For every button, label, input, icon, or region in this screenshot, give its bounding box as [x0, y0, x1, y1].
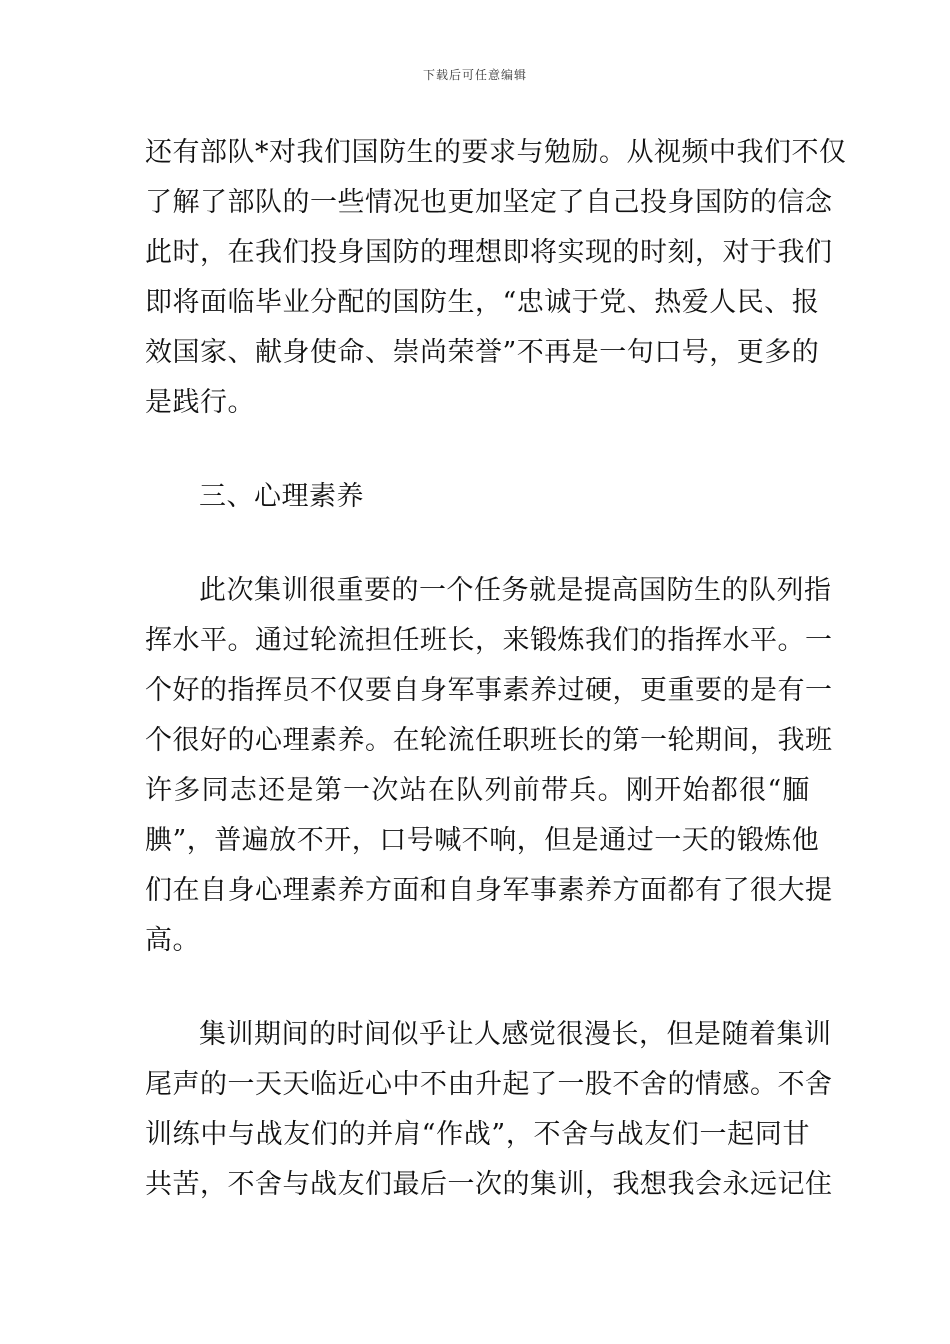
spacer — [145, 428, 810, 472]
text-line: 们在自身心理素养方面和自身军事素养方面都有了很大提 — [145, 875, 833, 906]
text-line: 了解了部队的一些情况也更加坚定了自己投身国防的信念 — [145, 187, 833, 218]
page-header: 下载后可任意编辑 — [422, 68, 527, 82]
text-line: 许多同志还是第一次站在队列前带兵。刚开始都很“腼 — [145, 775, 810, 806]
document-body — [145, 128, 847, 1210]
paragraph-farewell — [145, 1010, 833, 1210]
spacer — [145, 966, 810, 1010]
section-heading-psychology — [145, 472, 810, 522]
text-line: 共苦，不舍与战友们最后一次的集训，我想我会永远记住 — [145, 1169, 833, 1200]
text-line: 集训期间的时间似乎让人感觉很漫长，但是随着集训 — [199, 1019, 832, 1050]
text-line: 此时，在我们投身国防的理想即将实现的时刻，对于我们 — [145, 237, 833, 268]
text-line: 效国家、献身使命、崇尚荣誉”不再是一句口号，更多的 — [145, 337, 820, 368]
text-line: 尾声的一天天临近心中不由升起了一股不舍的情感。不舍 — [145, 1069, 833, 1100]
text-line: 是践行。 — [145, 387, 255, 418]
text-line: 高。 — [145, 925, 200, 956]
paragraph-command-training — [145, 566, 833, 966]
text-line: 个好的指挥员不仅要自身军事素养过硬，更重要的是有一 — [145, 675, 833, 706]
text-line: 还有部队*对我们国防生的要求与勉励。从视频中我们不仅 — [145, 137, 847, 168]
text-line: 个很好的心理素养。在轮流任职班长的第一轮期间，我班 — [145, 725, 833, 756]
text-line: 训练中与战友们的并肩“作战”，不舍与战友们一起同甘 — [145, 1119, 810, 1150]
text-line: 挥水平。通过轮流担任班长，来锻炼我们的指挥水平。一 — [145, 625, 833, 656]
text-line: 即将面临毕业分配的国防生，“忠诚于党、热爱人民、报 — [145, 287, 820, 318]
text-line: 腆”，普遍放不开，口号喊不响，但是通过一天的锻炼他 — [145, 825, 820, 856]
text-line: 此次集训很重要的一个任务就是提高国防生的队列指 — [199, 575, 832, 606]
paragraph-patriotism-continuation — [145, 128, 847, 428]
spacer — [145, 522, 810, 566]
section-heading: 三、心理素养 — [199, 481, 364, 512]
